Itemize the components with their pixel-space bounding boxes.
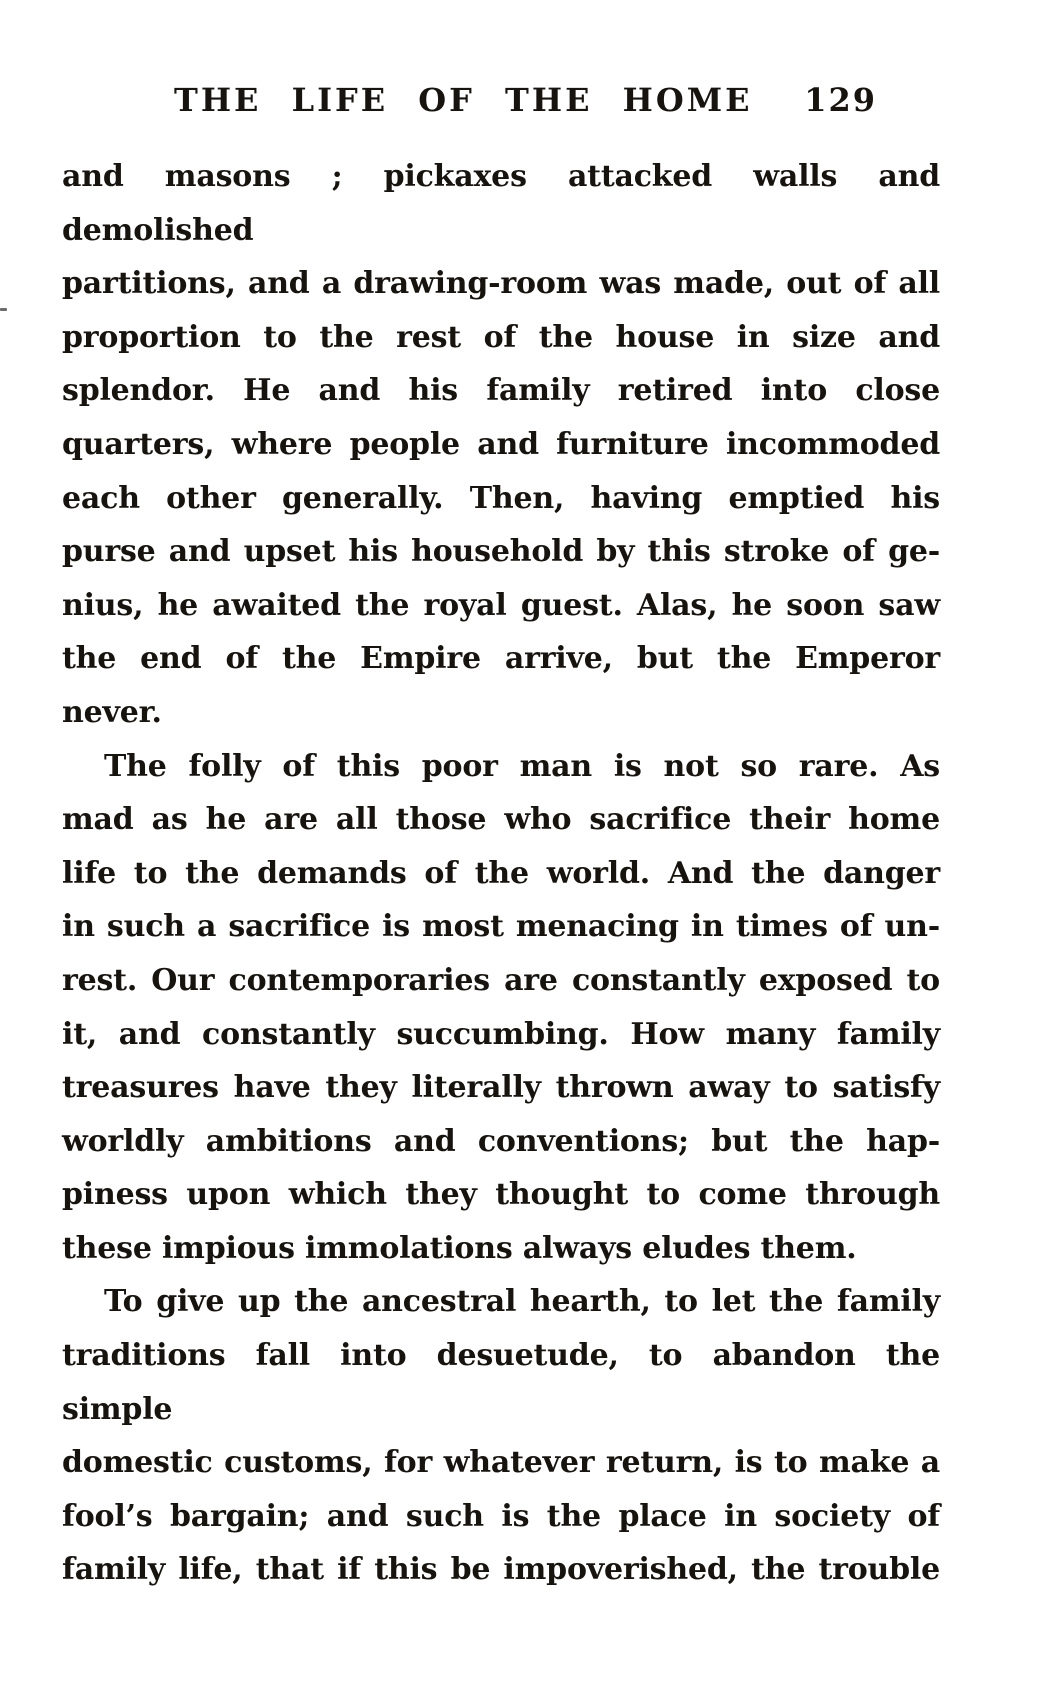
text-line: these impious immolations always eludes them. bbox=[62, 1230, 857, 1266]
text-line: To give up the ancestral hearth, to let the family bbox=[104, 1284, 940, 1320]
text-line: nius, he awaited the royal guest. Alas, he soon saw bbox=[62, 587, 940, 623]
text-line: quarters, where people and furniture incommoded bbox=[62, 426, 940, 462]
text-line: mad as he are all those who sacrifice their home bbox=[62, 802, 940, 838]
text-line: rest. Our contemporaries are constantly exposed to bbox=[62, 962, 940, 998]
text-line: and masons ; pickaxes attacked walls and demolished bbox=[62, 159, 940, 248]
text-line: traditions fall into desuetude, to abandon the simple bbox=[62, 1338, 940, 1427]
text-line: piness upon which they thought to come through bbox=[62, 1177, 940, 1213]
running-head-title: THE LIFE OF THE HOME bbox=[174, 81, 753, 119]
paragraph bbox=[62, 1275, 940, 1597]
text-line: each other generally. Then, having emptied his bbox=[62, 480, 940, 516]
paragraph bbox=[62, 740, 940, 1276]
text-line: fool’s bargain; and such is the place in society of bbox=[62, 1498, 940, 1534]
text-line: it, and constantly succumbing. How many family bbox=[62, 1016, 940, 1052]
text-line: worldly ambitions and conventions; but the hap- bbox=[62, 1123, 940, 1159]
text-line: family life, that if this be impoverished, the trouble bbox=[62, 1552, 940, 1588]
text-line: in such a sacrifice is most menacing in times of un- bbox=[62, 909, 940, 945]
scan-artifact bbox=[0, 308, 7, 311]
text-line: splendor. He and his family retired into close bbox=[62, 373, 940, 409]
text-line: life to the demands of the world. And the danger bbox=[62, 855, 940, 891]
page-header bbox=[174, 80, 877, 120]
text-line: partitions, and a drawing-room was made, out of all bbox=[62, 266, 940, 302]
body-text bbox=[62, 150, 940, 1597]
text-line: the end of the Empire arrive, but the Emperor bbox=[62, 641, 940, 677]
text-line: purse and upset his household by this stroke of ge- bbox=[62, 534, 940, 570]
text-line: never. bbox=[62, 694, 162, 730]
text-line: The folly of this poor man is not so rare. As bbox=[104, 748, 940, 784]
text-line: treasures have they literally thrown away to satisfy bbox=[62, 1070, 940, 1106]
page-number: 129 bbox=[804, 81, 877, 119]
text-line: domestic customs, for whatever return, is to make a bbox=[62, 1445, 940, 1481]
paragraph bbox=[62, 150, 940, 740]
text-line: proportion to the rest of the house in size and bbox=[62, 319, 940, 355]
